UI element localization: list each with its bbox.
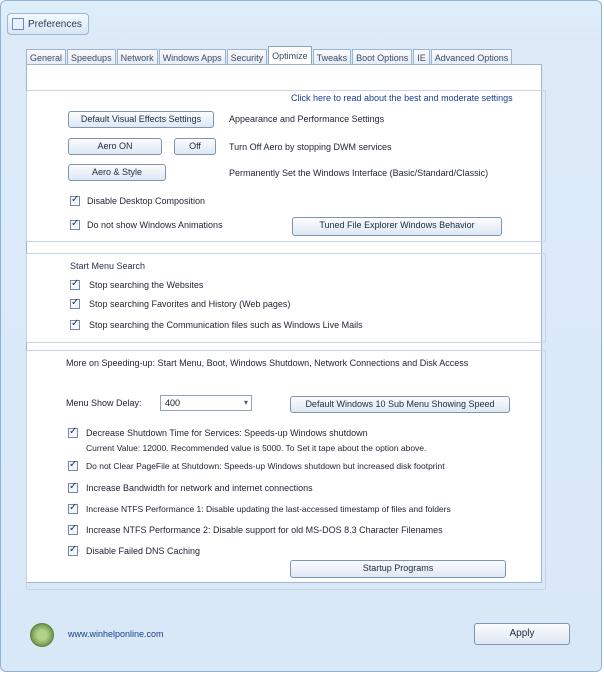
footer <box>26 615 574 659</box>
app-icon <box>12 18 24 30</box>
menu-delay-label: Menu Show Delay: <box>66 398 142 408</box>
startup-programs-button[interactable]: Startup Programs <box>290 560 506 578</box>
start-menu-search-title: Start Menu Search <box>70 261 146 271</box>
stop-favorites-checkbox[interactable] <box>70 299 80 309</box>
bandwidth-checkbox[interactable] <box>68 483 78 493</box>
tab-bar <box>26 47 513 65</box>
stop-communication-checkbox[interactable] <box>70 320 80 330</box>
tab-advanced-options[interactable]: Advanced Options <box>431 49 513 65</box>
disable-composition-checkbox[interactable] <box>70 196 80 206</box>
ntfs-performance-1-label: Increase NTFS Performance 1: Disable updating the last-accessed timestamp of files and folders <box>86 504 451 514</box>
tab-speedups[interactable]: Speedups <box>67 49 116 65</box>
tab-ie[interactable]: IE <box>413 49 430 65</box>
decrease-shutdown-checkbox[interactable] <box>68 428 78 438</box>
window-title: Preferences <box>28 18 82 30</box>
tab-tweaks[interactable]: Tweaks <box>313 49 352 65</box>
dns-caching-label: Disable Failed DNS Caching <box>86 546 201 556</box>
stop-websites-label: Stop searching the Websites <box>89 280 204 290</box>
window-title-bar <box>7 13 89 35</box>
best-settings-link[interactable]: Click here to read about the best and moderate settings <box>291 93 513 103</box>
stop-communication-label: Stop searching the Communication files such as Windows Live Mails <box>89 320 363 330</box>
speedup-heading: More on Speeding-up: Start Menu, Boot, Windows Shutdown, Network Connections and Disk Access <box>66 358 469 368</box>
website-link[interactable]: www.winhelponline.com <box>68 629 164 639</box>
ntfs-performance-2-checkbox[interactable] <box>68 525 78 535</box>
ntfs-performance-2-label: Increase NTFS Performance 2: Disable support for old MS-DOS 8.3 Character Filenames <box>86 525 443 535</box>
pagefile-checkbox[interactable] <box>68 461 78 471</box>
ntfs-performance-1-checkbox[interactable] <box>68 504 78 514</box>
apply-button[interactable]: Apply <box>474 623 570 645</box>
aero-stop-label: Turn Off Aero by stopping DWM services <box>229 142 392 152</box>
shutdown-hint: Current Value: 12000. Recommended value is 5000. To Set it tape about the option above. <box>86 443 427 453</box>
tuned-explorer-button[interactable]: Tuned File Explorer Windows Behavior <box>292 217 502 236</box>
default-submenu-speed-button[interactable]: Default Windows 10 Sub Menu Showing Speed <box>290 396 510 413</box>
dns-caching-checkbox[interactable] <box>68 546 78 556</box>
bandwidth-label: Increase Bandwidth for network and internet connections <box>86 483 313 493</box>
chevron-down-icon: ▾ <box>243 398 248 407</box>
gear-logo-icon <box>30 623 54 647</box>
disable-composition-label: Disable Desktop Composition <box>87 196 206 206</box>
appearance-settings-label: Appearance and Performance Settings <box>229 114 385 124</box>
tab-windows-apps[interactable]: Windows Apps <box>159 49 226 65</box>
aero-off-button[interactable]: Off <box>174 138 216 155</box>
tab-optimize[interactable]: Optimize <box>268 46 312 65</box>
aero-style-button[interactable]: Aero & Style <box>68 164 166 181</box>
no-animations-checkbox[interactable] <box>70 220 80 230</box>
tab-general[interactable]: General <box>26 49 66 65</box>
stop-favorites-label: Stop searching Favorites and History (Web pages) <box>89 299 291 309</box>
tab-boot-options[interactable]: Boot Options <box>352 49 412 65</box>
interface-set-label: Permanently Set the Windows Interface (Basic/Standard/Classic) <box>229 168 489 178</box>
menu-delay-value: 400 <box>165 398 181 408</box>
pagefile-label: Do not Clear PageFile at Shutdown: Speeds-up Windows shutdown but increased disk footprint <box>86 461 445 471</box>
menu-delay-select[interactable] <box>160 395 252 411</box>
no-animations-label: Do not show Windows Animations <box>87 220 223 230</box>
aero-on-button[interactable]: Aero ON <box>68 138 162 155</box>
decrease-shutdown-label: Decrease Shutdown Time for Services: Speeds-up Windows shutdown <box>86 428 368 438</box>
tab-security[interactable]: Security <box>227 49 268 65</box>
stop-websites-checkbox[interactable] <box>70 280 80 290</box>
default-visual-effects-button[interactable]: Default Visual Effects Settings <box>68 111 214 128</box>
tab-network[interactable]: Network <box>117 49 158 65</box>
